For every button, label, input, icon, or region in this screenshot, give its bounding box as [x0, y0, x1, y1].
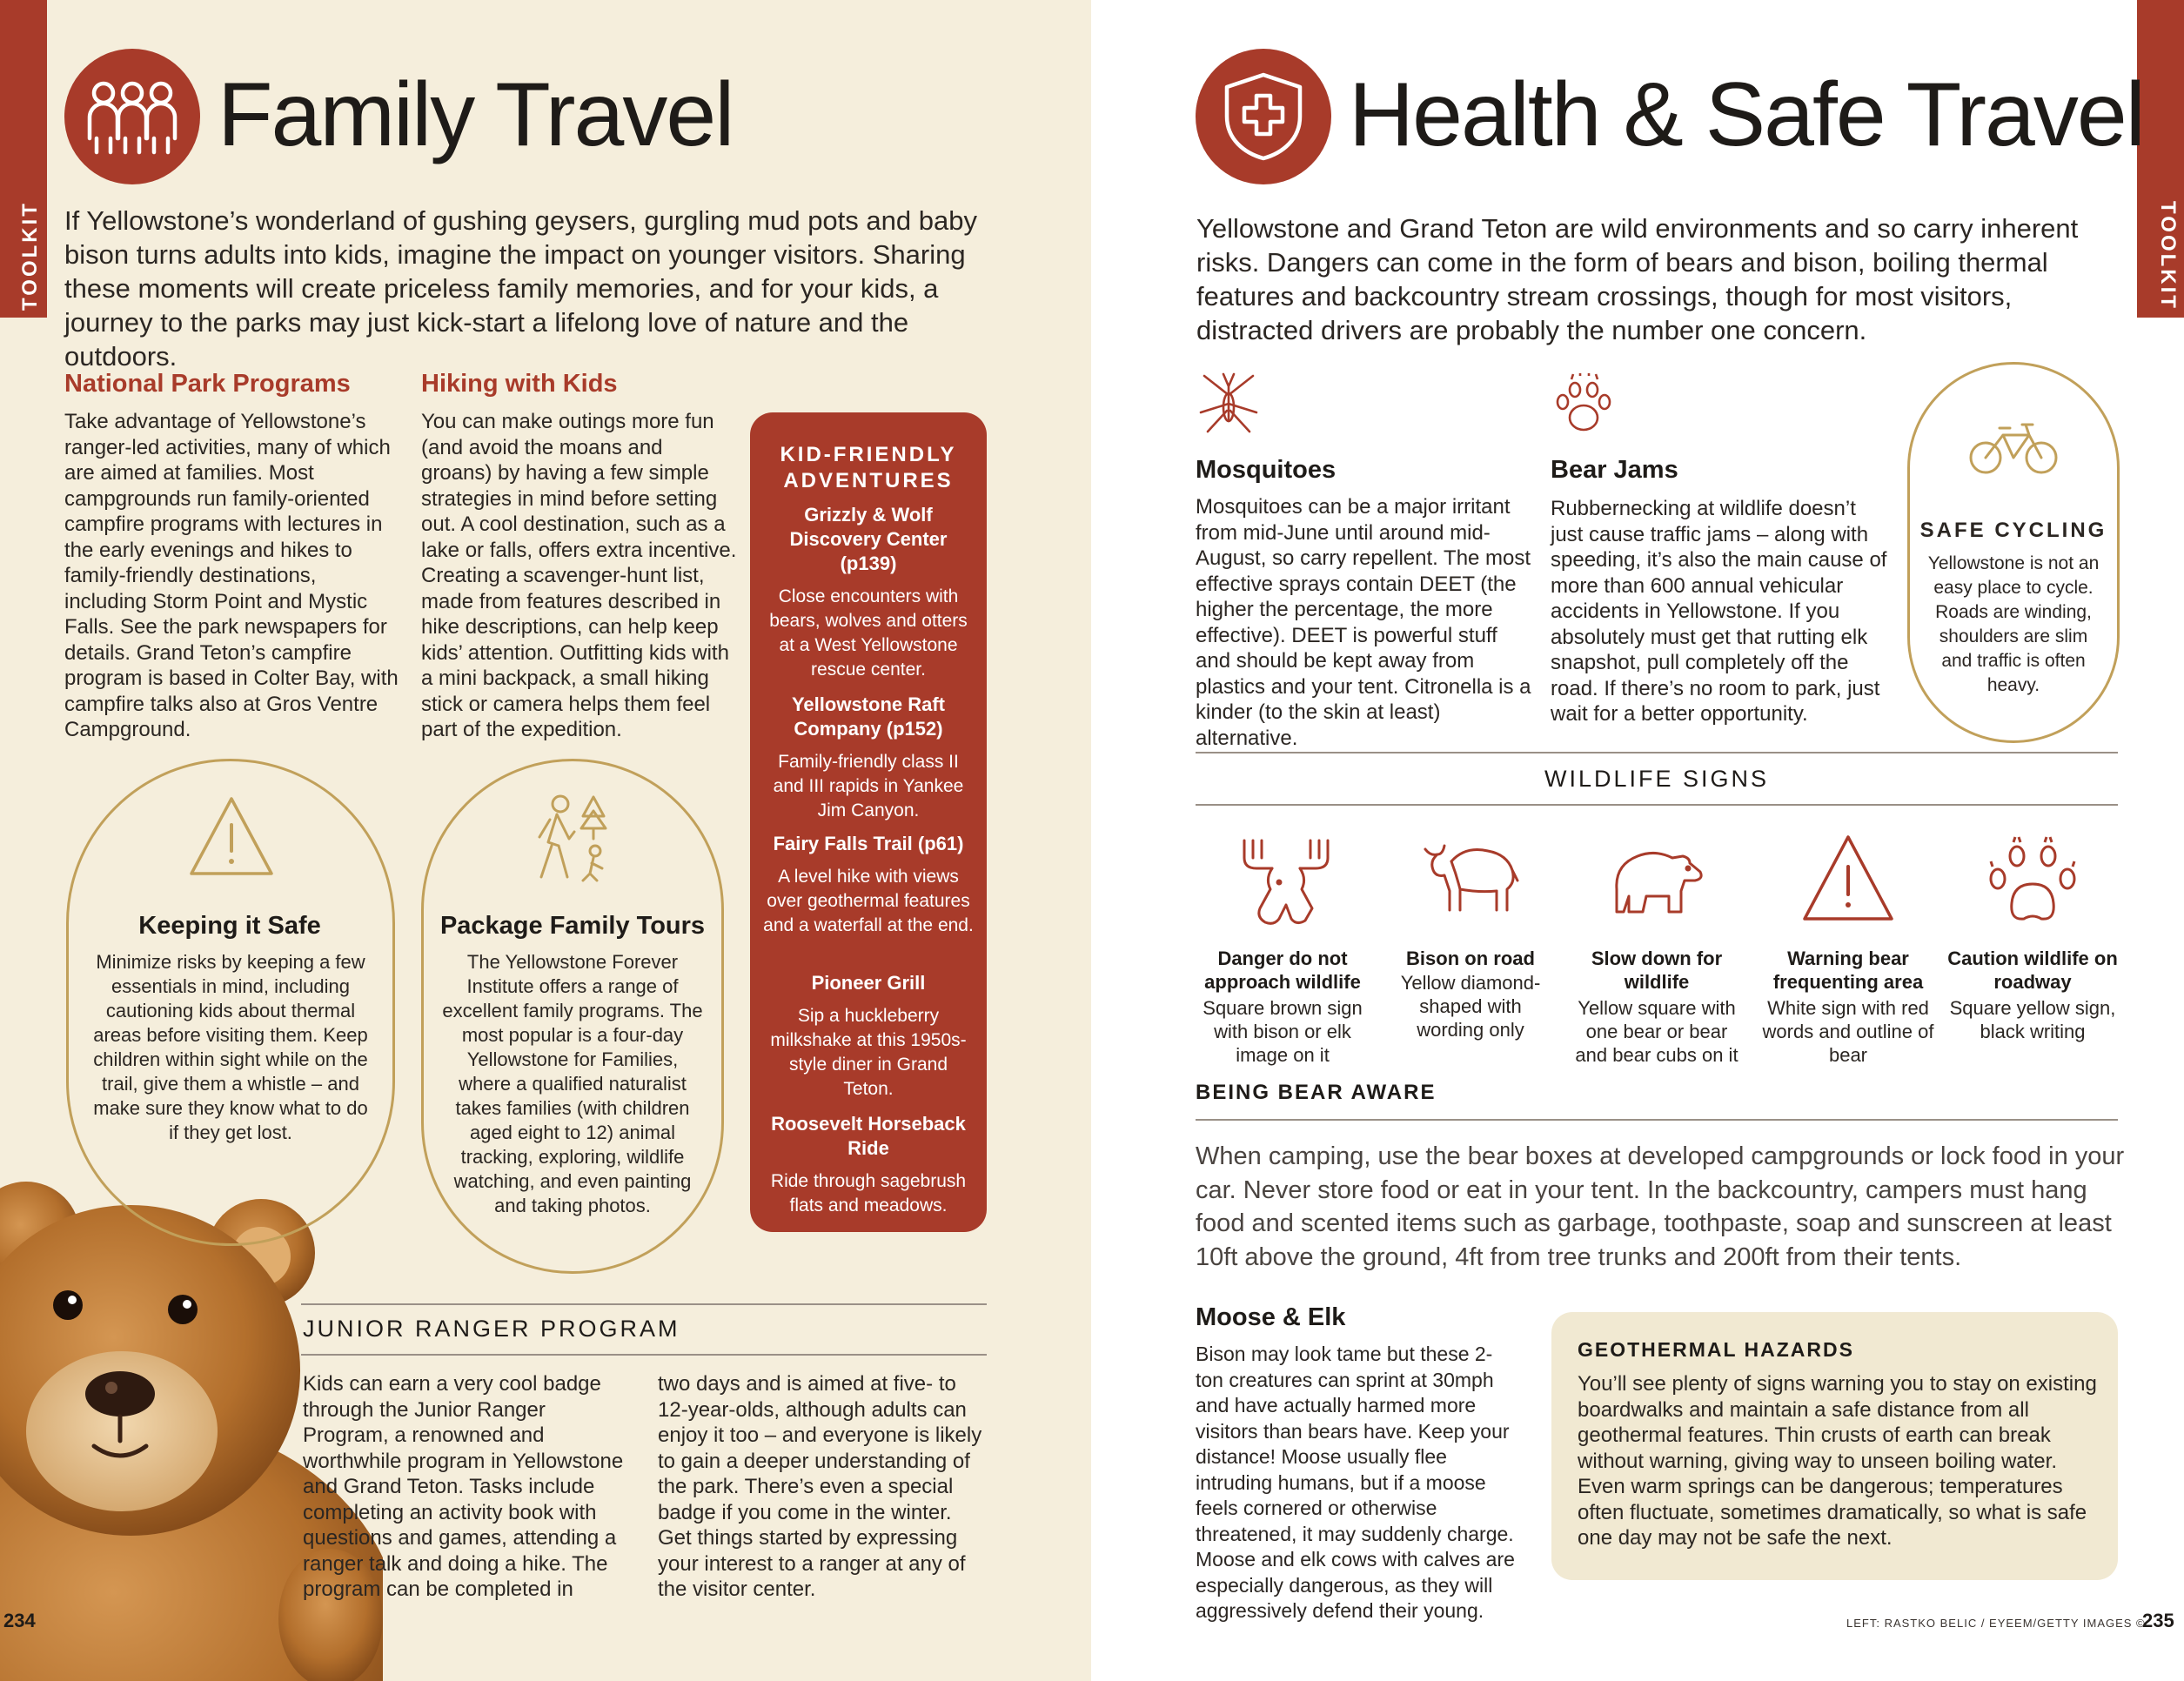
- moose-elk-heading: Moose & Elk: [1196, 1303, 1346, 1331]
- warning-triangle-icon: [1801, 834, 1895, 924]
- moose-icon: [1239, 835, 1333, 931]
- page-title: Family Travel: [218, 64, 734, 165]
- bear-icon: [1610, 846, 1705, 915]
- mosquitoes-heading: Mosquitoes: [1196, 456, 1337, 484]
- family-icon: [64, 49, 200, 184]
- junior-ranger-col2: two days and is aimed at five- to 12-year-olds, although adults can enjoy it too – and everyone is likely to gain a deeper understanding of the park. There’s even a special badge if you come in the winter. Get things started by expressing your interest to a ranger at any of the visitor center.: [658, 1372, 982, 1601]
- shield-cross-icon: [1196, 49, 1331, 184]
- moose-elk-text: Bison may look tame but these 2-ton creatures can sprint at 30mph and have actually harmed more visitors than bears have. Keep your distance! Moose usually flee intruding humans, but if a moose feels cornered or otherwise threatened, it may suddenly charge. Moose and elk cows with calves are especially dangerous, as they will aggressively defend their young.: [1196, 1343, 1515, 1622]
- intro-paragraph: Yellowstone and Grand Teton are wild environments and so carry inherent risks. Dangers can come in the form of bears and bison, boiling thermal features and backcountry stream crossings, though for most visitors, distracted drivers are probably the number one concern.: [1196, 213, 2079, 345]
- page-title: Health & Safe Travel: [1349, 64, 2144, 165]
- kid-friendly-box: [750, 412, 987, 1232]
- junior-ranger-heading: JUNIOR RANGER PROGRAM: [303, 1316, 680, 1342]
- mosquito-icon: [1196, 369, 1262, 435]
- sign-desc: Yellow diamond-shaped with wording only: [1400, 972, 1541, 1041]
- paw-print-icon: [1986, 835, 2080, 926]
- sign-title: Danger do not approach wildlife: [1204, 948, 1361, 993]
- toolkit-tab-label: TOOLKIT: [2155, 201, 2180, 311]
- divider: [1196, 1119, 2118, 1121]
- sign-desc: Yellow square with one bear or bear and bear cubs on it: [1575, 997, 1738, 1066]
- keeping-safe-title: Keeping it Safe: [138, 912, 321, 940]
- hiking-text: You can make outings more fun (and avoid the moans and groans) by having a few simple strategies in mind before setting out. A cool destination, such as a lake or falls, offers extra incentive. Creating a scavenger-hunt list, made from features described in hike descriptions, can help keep kids’ attention. Outfitting kids with a mini backpack, a small hiking stick or camera helps them feel part of the expedition.: [421, 410, 737, 741]
- sign-desc: Square brown sign with bison or elk image on it: [1203, 997, 1363, 1066]
- mosquitoes-text: Mosquitoes can be a major irritant from mid-June until around mid-August, so carry repellent. The most effective sprays contain DEET (the higher the percentage, the more effective). DEET is powerful stuff and should be kept away from plastics and your tent. Citronella is a kinder (to the skin at least) alternative.: [1196, 495, 1531, 750]
- toolkit-tab-right: [2137, 0, 2184, 318]
- adventure-name: Grizzly & Wolf Discovery Center (p139): [789, 504, 948, 574]
- bear-jams-text: Rubbernecking at wildlife doesn’t just cause traffic jams – along with speeding, it’s also the main cause of more than 600 annual vehicular accidents in Yellowstone. If you absolutely must get that rutting elk snapshot, pull completely off the road. If there’s no room to park, just wait for a better opportunity.: [1551, 497, 1887, 726]
- hiking-heading: Hiking with Kids: [421, 370, 618, 398]
- divider: [301, 1303, 987, 1305]
- sign-desc: White sign with red words and outline of bear: [1762, 997, 1934, 1066]
- bear-jams-heading: Bear Jams: [1551, 456, 1678, 484]
- page-number: 234: [3, 1610, 36, 1631]
- adventure-desc: Family-friendly class II and III rapids in Yankee Jim Canyon.: [773, 752, 964, 820]
- safe-cycling-text: Yellowstone is not an easy place to cycle. Roads are winding, shoulders are slim and traffic is often heavy.: [1927, 553, 2100, 695]
- bison-icon: [1422, 840, 1519, 914]
- programs-heading: National Park Programs: [64, 370, 351, 398]
- adventure-desc: A level hike with views over geothermal features and a waterfall at the end.: [763, 867, 974, 935]
- geothermal-heading: GEOTHERMAL HAZARDS: [1578, 1338, 1854, 1361]
- adventure-name: Fairy Falls Trail (p61): [773, 833, 964, 854]
- divider: [301, 1354, 987, 1356]
- sign-title: Slow down for wildlife: [1591, 948, 1723, 993]
- programs-text: Take advantage of Yellowstone’s ranger-led activities, many of which are aimed at families. Most campgrounds run family-oriented campfire programs with lectures in the early evenings and hikes to family-friendly destinations, including Storm Point and Mystic Falls. See the park newspapers for details. Grand Teton’s campfire program is based in Colter Bay, with campfire talks also at Gros Ventre Campground.: [64, 410, 399, 741]
- wildlife-signs-heading: WILDLIFE SIGNS: [1544, 766, 1770, 792]
- divider: [1196, 752, 2118, 753]
- geothermal-box: [1551, 1312, 2118, 1580]
- bear-aware-heading: BEING BEAR AWARE: [1196, 1081, 1437, 1104]
- junior-ranger-col1: Kids can earn a very cool badge through the Junior Ranger Program, a renowned and worthwhile program in Yellowstone and Grand Teton. Tasks include completing an activity book with questions and games, attending a ranger talk and doing a hike. The program can be completed in: [303, 1372, 624, 1601]
- paw-icon: [1551, 372, 1617, 439]
- intro-paragraph: If Yellowstone’s wonderland of gushing geysers, gurgling mud pots and baby bison turns adults into kids, imagine the impact on younger visitors. Sharing these moments will create priceless family memories, and for your kids, a journey to the parks may just kick-start a lifelong love of nature and the outdoors.: [64, 205, 977, 372]
- keeping-safe-text: Minimize risks by keeping a few essentials in mind, including cautioning kids about thermal areas before visiting them. Keep children within sight while on the trail, give them a whistle – and make sure they know what to do if they get lost.: [93, 951, 368, 1143]
- adventure-desc: Close encounters with bears, wolves and otters at a West Yellowstone rescue center.: [769, 586, 968, 680]
- adventure-name: Pioneer Grill: [811, 972, 926, 994]
- bicycle-icon: [1968, 418, 2059, 475]
- geothermal-text: You’ll see plenty of signs warning you to stay on existing boardwalks and maintain a safe distance from all geothermal features. Thin crusts of earth can break without warning, giving way to unseen boiling water. Even warm springs can be dangerous; temperatures often fluctuate, sometimes dramatically, so what is safe one day may not be safe the next.: [1578, 1372, 2097, 1550]
- sign-title: Bison on road: [1406, 948, 1535, 969]
- hikers-icon: [533, 794, 616, 884]
- adventure-desc: Sip a huckleberry milkshake at this 1950s-style diner in Grand Teton.: [770, 1006, 967, 1099]
- adventure-name: Roosevelt Horseback Ride: [771, 1113, 966, 1159]
- family-tours-text: The Yellowstone Forever Institute offers a range of excellent family programs. The most popular is a four-day Yellowstone for Families, where a qualified naturalist takes families (with children aged eight to 12) animal tracking, exploring, wildlife watching, and even painting and taking photos.: [442, 951, 703, 1216]
- divider: [1196, 804, 2118, 806]
- safe-cycling-heading: SAFE CYCLING: [1919, 519, 2107, 542]
- family-tours-title: Package Family Tours: [439, 912, 706, 940]
- adventure-desc: Ride through sagebrush flats and meadows.: [770, 1171, 967, 1216]
- photo-credit: LEFT: RASTKO BELIC / EYEEM/GETTY IMAGES ©: [1846, 1617, 2146, 1630]
- sign-title: Warning bear frequenting area: [1772, 948, 1924, 993]
- adventure-name: Yellowstone Raft Company (p152): [791, 693, 946, 740]
- left-page: [0, 0, 1091, 1681]
- warning-icon: [188, 794, 275, 881]
- toolkit-tab-left: [0, 0, 47, 318]
- sign-title: Caution wildlife on roadway: [1947, 948, 2118, 993]
- page-number: 235: [2142, 1610, 2174, 1631]
- kid-friendly-heading: KID-FRIENDLY ADVENTURES: [780, 443, 957, 492]
- sign-desc: Square yellow sign, black writing: [1949, 997, 2116, 1042]
- toolkit-tab-label: TOOLKIT: [17, 201, 42, 311]
- bear-aware-text: When camping, use the bear boxes at developed campgrounds or lock food in your car. Never store food or eat in your tent. In the backcountry, campers must hang food and scented items such as garbage, toothpaste, soap and sunscreen at least 10ft above the ground, 4ft from tree trunks and 200ft from their tents.: [1196, 1142, 2125, 1271]
